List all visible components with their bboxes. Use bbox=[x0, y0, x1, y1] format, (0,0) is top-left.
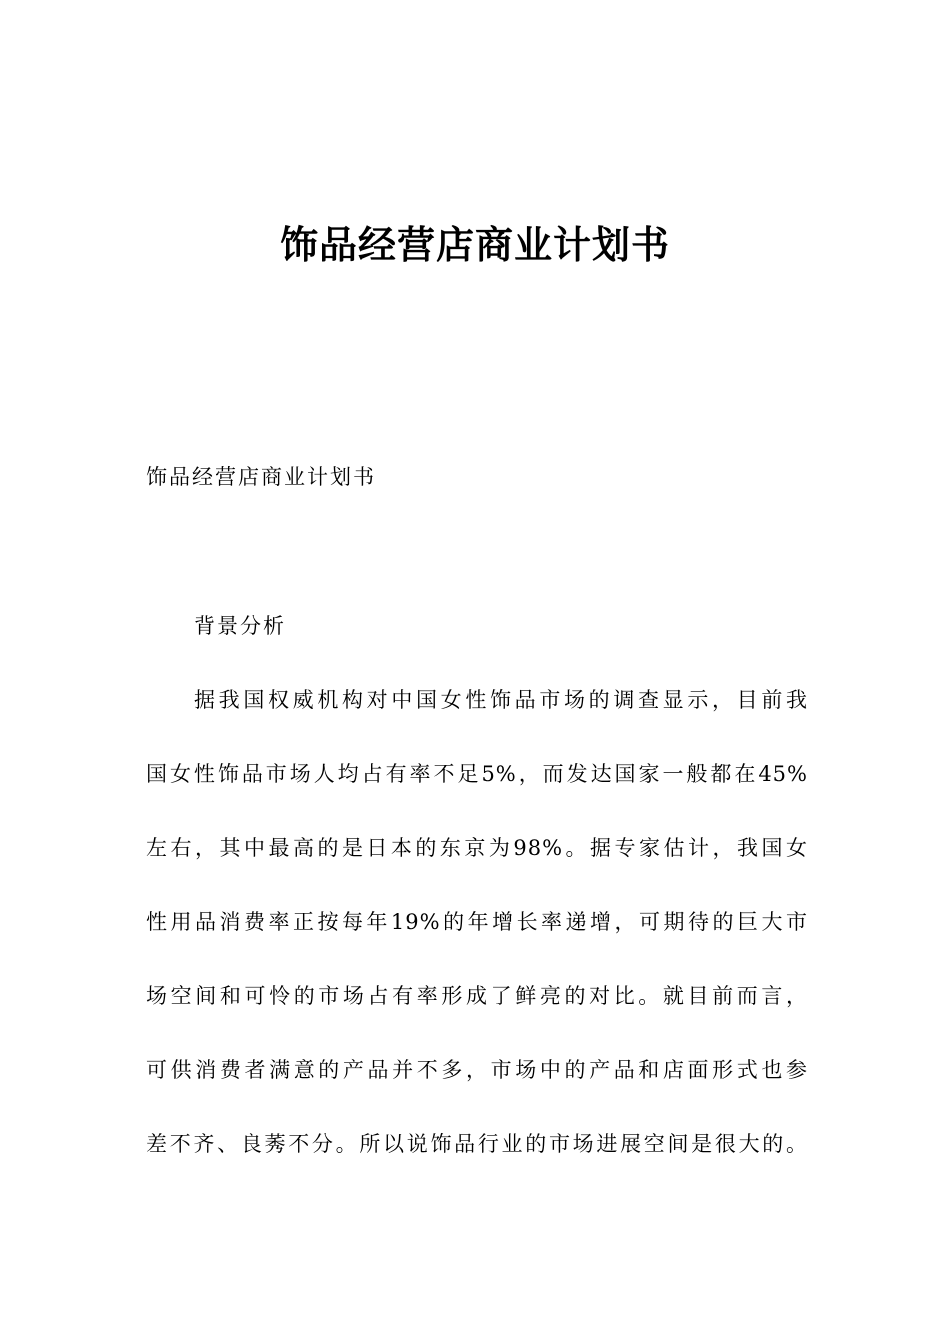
body-line: 场空间和可怜的市场占有率形成了鲜亮的对比。就目前而言， bbox=[146, 984, 808, 1008]
body-line: 可供消费者满意的产品并不多，市场中的产品和店面形式也参 bbox=[146, 1058, 808, 1082]
body-line: 国女性饰品市场人均占有率不足5%，而发达国家一般都在45% bbox=[146, 762, 808, 786]
document-title: 饰品经营店商业计划书 bbox=[279, 223, 670, 267]
body-line: 据我国权威机构对中国女性饰品市场的调查显示，目前我 bbox=[194, 688, 808, 712]
body-line: 差不齐、良莠不分。所以说饰品行业的市场进展空间是很大的。 bbox=[146, 1132, 808, 1156]
section-heading: 背景分析 bbox=[194, 614, 286, 638]
body-line: 左右，其中最高的是日本的东京为98%。据专家估计，我国女 bbox=[146, 836, 808, 860]
document-subtitle: 饰品经营店商业计划书 bbox=[146, 465, 376, 489]
body-paragraph bbox=[146, 682, 808, 1200]
body-line: 性用品消费率正按每年19%的年增长率递增，可期待的巨大市 bbox=[146, 910, 808, 934]
